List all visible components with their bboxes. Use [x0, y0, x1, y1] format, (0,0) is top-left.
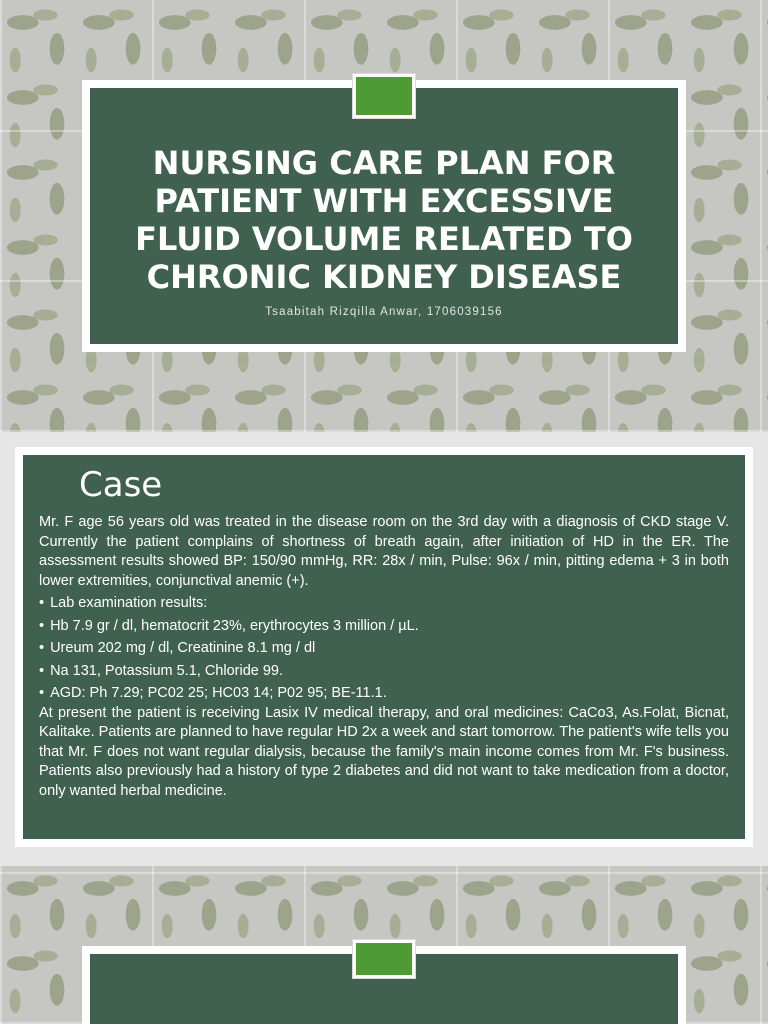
accent-tab [353, 74, 415, 118]
title-slide [82, 80, 686, 352]
list-item-text: Na 131, Potassium 5.1, Chloride 99. [50, 662, 284, 679]
list-item-text: Hb 7.9 gr / dl, hematocrit 23%, erythrocytes 3 million / µL. [50, 617, 419, 634]
case-slide [15, 447, 753, 847]
list-item [39, 617, 729, 637]
slide-title: NURSING CARE PLAN FOR PATIENT WITH EXCESSIVE FLUID VOLUME RELATED TO CHRONIC KIDNEY DISEASE [135, 144, 633, 296]
bullet-icon: • [39, 640, 45, 656]
accent-tab [353, 940, 415, 978]
lab-results-list [39, 594, 729, 704]
title-slide-panel [90, 88, 678, 344]
list-item-text: Ureum 202 mg / dl, Creatinine 8.1 mg / dl [50, 640, 316, 656]
case-intro-text: Mr. F age 56 years old was treated in the disease room on the 3rd day with a diagnosis of CKD stage V. Currently the patient complains of shortness of breath again, after initiation of HD in the ER. The assessment results showed BP: 150/90 mmHg, RR: 28x / min, Pulse: 96x / min, pitting edema + 3 in both lower extremities, conjunctival anemic (+). [39, 514, 729, 589]
list-item-text: Lab examination results: [50, 595, 208, 611]
list-item-text: AGD: Ph 7.29; PC02 25; HC03 14; P02 95; BE-11.1. [50, 685, 387, 701]
slide-subtitle: Tsaabitah Rizqilla Anwar, 1706039156 [265, 306, 503, 318]
case-closing-text: At present the patient is receiving Lasix IV medical therapy, and oral medicines: CaCo3, As.Folat, Bicnat, Kalitake. Patients are planned to have regular HD 2x a week and start tomorrow. The patient's wife tells you that Mr. F does not want regular dialysis, because the family's main income comes from Mr. F's business. Patients also previously had a history of type 2 diabetes and did not want to take medication from a doctor, only wanted herbal medicine. [39, 704, 729, 799]
bullet-icon: • [39, 617, 45, 634]
next-slide-panel [90, 954, 678, 1024]
list-item [39, 662, 729, 682]
next-slide [82, 946, 686, 1024]
list-item [39, 639, 729, 659]
list-item [39, 594, 729, 614]
case-heading: Case [79, 465, 163, 505]
bullet-icon: • [39, 685, 45, 701]
bullet-icon: • [39, 595, 45, 611]
case-slide-panel [23, 455, 745, 839]
bullet-icon: • [39, 662, 45, 679]
list-item [39, 684, 729, 704]
